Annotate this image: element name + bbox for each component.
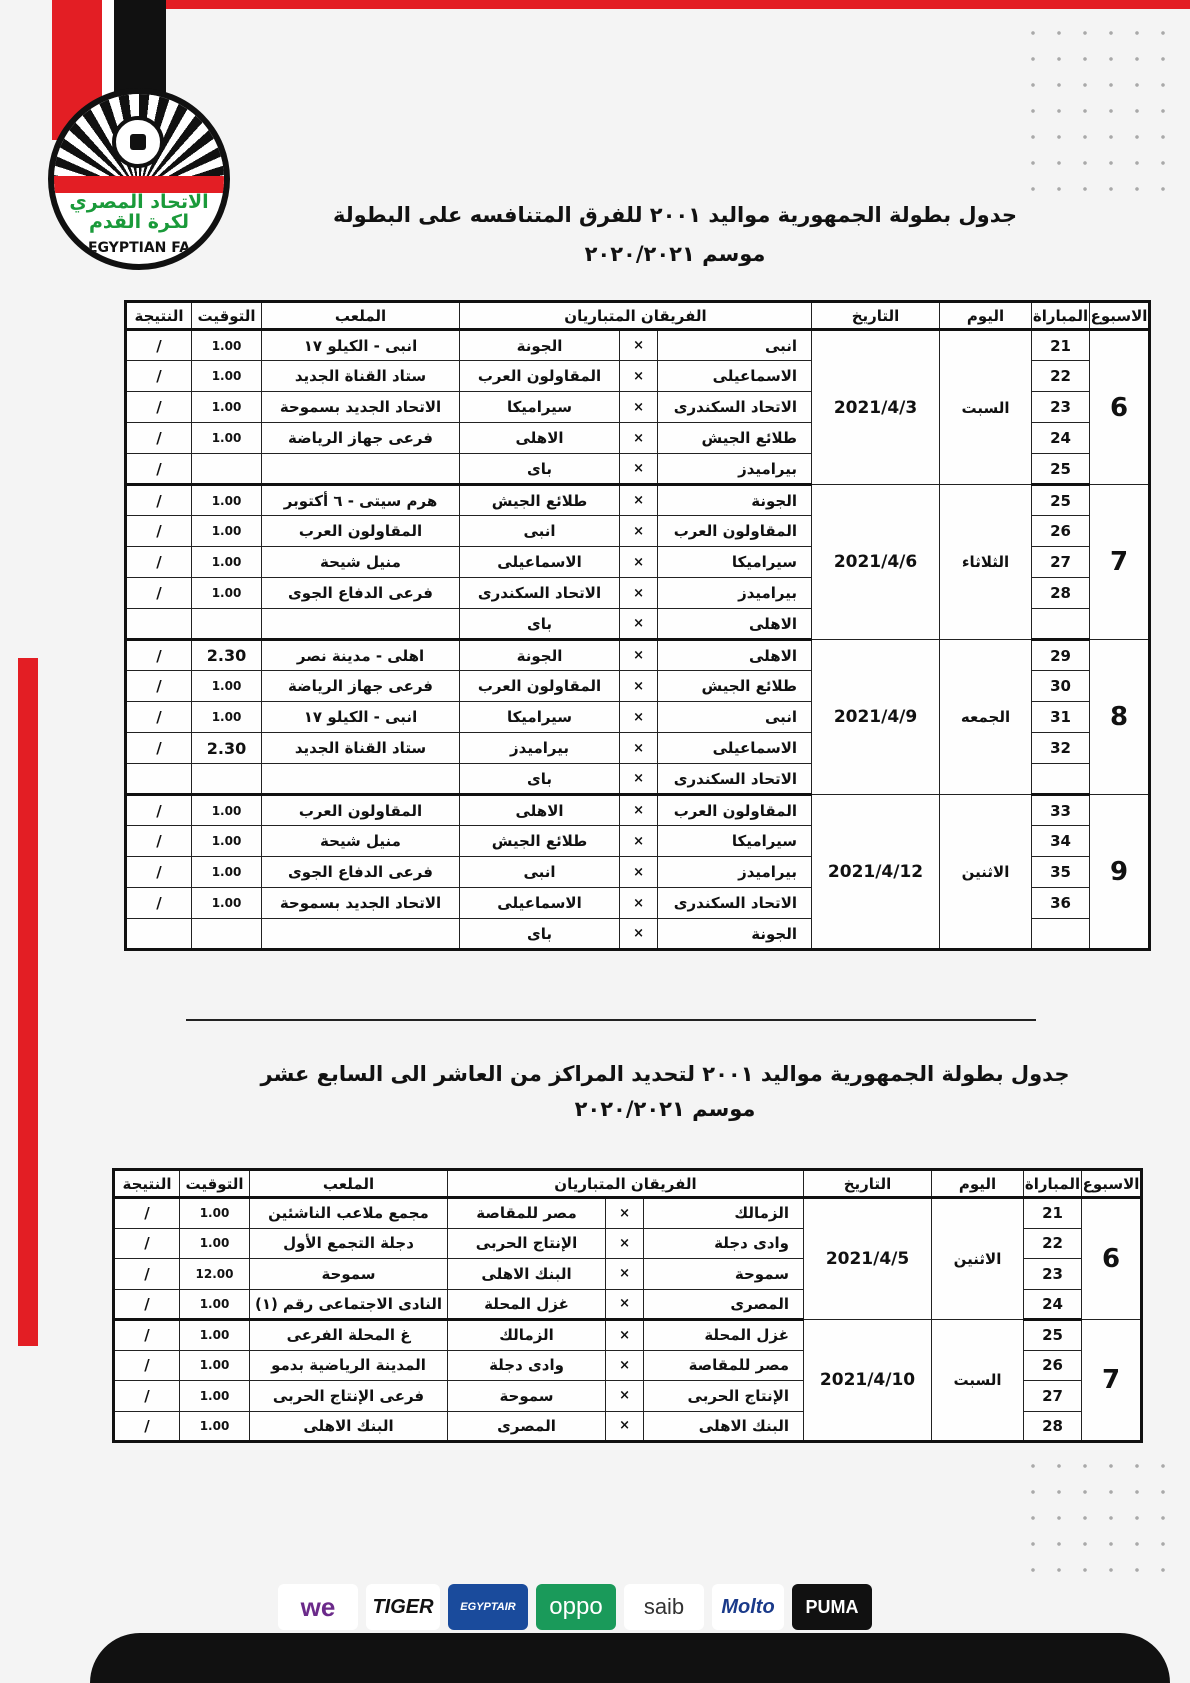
- table-row: [126, 795, 1150, 826]
- week-number: 7: [1082, 1320, 1142, 1442]
- kickoff-time: 1.00: [180, 1289, 250, 1320]
- stadium: فرعى جهاز الرياضة: [262, 671, 460, 702]
- match-date: 2021/4/3: [812, 330, 940, 485]
- match-day: الاثنين: [940, 795, 1032, 950]
- table-row: [114, 1198, 1142, 1229]
- schedule-table-2: [112, 1168, 1143, 1443]
- match-result: /: [126, 702, 192, 733]
- match-result: /: [114, 1289, 180, 1320]
- stadium: [262, 919, 460, 950]
- kickoff-time: 1.00: [192, 671, 262, 702]
- vs-symbol: ×: [606, 1350, 644, 1381]
- match-number: 29: [1032, 640, 1090, 671]
- home-team: الاتحاد السكندرى: [658, 764, 812, 795]
- match-date: 2021/4/6: [812, 485, 940, 640]
- kickoff-time: [192, 764, 262, 795]
- match-result: /: [126, 485, 192, 516]
- away-team: طلائع الجيش: [460, 826, 620, 857]
- section-divider: [186, 1019, 1036, 1021]
- kickoff-time: 1.00: [192, 857, 262, 888]
- header-teams: الفريقان المتباريان: [460, 302, 812, 330]
- vs-symbol: ×: [620, 361, 658, 392]
- kickoff-time: 1.00: [192, 330, 262, 361]
- vs-symbol: ×: [620, 330, 658, 361]
- match-day: الجمعه: [940, 640, 1032, 795]
- stadium: منيل شيحة: [262, 826, 460, 857]
- match-result: [126, 609, 192, 640]
- kickoff-time: 2.30: [192, 640, 262, 671]
- section2-season: موسم ٢٠٢٠/٢٠٢١: [574, 1097, 756, 1121]
- away-team: الاهلى: [460, 423, 620, 454]
- match-number: 36: [1032, 888, 1090, 919]
- table-row: [126, 485, 1150, 516]
- header-teams: الفريقان المتباريان: [448, 1170, 804, 1198]
- stadium: [262, 764, 460, 795]
- stadium: غ المحلة الفرعى: [250, 1320, 448, 1351]
- stadium: سموحة: [250, 1259, 448, 1290]
- header-match: المباراة: [1032, 302, 1090, 330]
- home-team: الاسماعيلى: [658, 361, 812, 392]
- match-result: /: [114, 1259, 180, 1290]
- away-team: مصر للمقاصة: [448, 1198, 606, 1229]
- home-team: الاتحاد السكندرى: [658, 392, 812, 423]
- match-result: /: [126, 392, 192, 423]
- sponsor-oppo-logo: oppo: [536, 1584, 616, 1630]
- vs-symbol: ×: [606, 1411, 644, 1442]
- section1-season: موسم ٢٠٢٠/٢٠٢١: [584, 242, 766, 266]
- match-number: 25: [1032, 454, 1090, 485]
- header-date: التاريخ: [804, 1170, 932, 1198]
- away-team: المصرى: [448, 1411, 606, 1442]
- home-team: الجونة: [658, 485, 812, 516]
- match-date: 2021/4/12: [812, 795, 940, 950]
- header-week: الاسبوع: [1082, 1170, 1142, 1198]
- kickoff-time: 1.00: [180, 1228, 250, 1259]
- match-number: 21: [1032, 330, 1090, 361]
- header-week: الاسبوع: [1090, 302, 1150, 330]
- match-day: السبت: [940, 330, 1032, 485]
- stadium: الاتحاد الجديد بسموحة: [262, 392, 460, 423]
- match-result: /: [126, 547, 192, 578]
- away-team: الاسماعيلى: [460, 547, 620, 578]
- match-number: 26: [1024, 1350, 1082, 1381]
- match-result: /: [114, 1198, 180, 1229]
- home-team: طلائع الجيش: [658, 671, 812, 702]
- home-team: سيراميكا: [658, 826, 812, 857]
- vs-symbol: ×: [620, 392, 658, 423]
- away-team: الزمالك: [448, 1320, 606, 1351]
- header-time: التوقيت: [192, 302, 262, 330]
- vs-symbol: ×: [620, 795, 658, 826]
- kickoff-time: 1.00: [192, 361, 262, 392]
- schedule-table-1: [124, 300, 1151, 951]
- home-team: سيراميكا: [658, 547, 812, 578]
- match-date: 2021/4/9: [812, 640, 940, 795]
- stadium: هرم سيتى - ٦ أكتوبر: [262, 485, 460, 516]
- match-result: /: [126, 671, 192, 702]
- home-team: المصرى: [644, 1289, 804, 1320]
- home-team: بيراميدز: [658, 578, 812, 609]
- home-team: الاسماعيلى: [658, 733, 812, 764]
- sponsor-puma-logo: PUMA: [792, 1584, 872, 1630]
- header-result: النتيجة: [114, 1170, 180, 1198]
- away-team: باى: [460, 454, 620, 485]
- home-team: طلائع الجيش: [658, 423, 812, 454]
- match-result: /: [126, 330, 192, 361]
- match-number: 35: [1032, 857, 1090, 888]
- header-result: النتيجة: [126, 302, 192, 330]
- home-team: مصر للمقاصة: [644, 1350, 804, 1381]
- match-number: [1032, 919, 1090, 950]
- away-team: الجونة: [460, 330, 620, 361]
- table-header-row: [114, 1170, 1142, 1198]
- kickoff-time: 1.00: [192, 485, 262, 516]
- match-number: 22: [1032, 361, 1090, 392]
- stadium: منيل شيحة: [262, 547, 460, 578]
- table-row: [126, 640, 1150, 671]
- match-result: /: [114, 1228, 180, 1259]
- vs-symbol: ×: [620, 733, 658, 764]
- header-day: اليوم: [940, 302, 1032, 330]
- away-team: سيراميكا: [460, 392, 620, 423]
- home-team: وادى دجلة: [644, 1228, 804, 1259]
- match-number: 27: [1032, 547, 1090, 578]
- header-match: المباراة: [1024, 1170, 1082, 1198]
- header-day: اليوم: [932, 1170, 1024, 1198]
- footer-black-band: [90, 1633, 1170, 1683]
- week-number: 6: [1090, 330, 1150, 485]
- stadium: مجمع ملاعب الناشئين: [250, 1198, 448, 1229]
- away-team: الإنتاج الحربى: [448, 1228, 606, 1259]
- match-number: 34: [1032, 826, 1090, 857]
- away-team: انبى: [460, 857, 620, 888]
- kickoff-time: 1.00: [192, 795, 262, 826]
- match-number: [1032, 609, 1090, 640]
- section1-title: جدول بطولة الجمهورية مواليد ٢٠٠١ للفرق المتنافسه على البطولة: [333, 203, 1017, 227]
- away-team: باى: [460, 919, 620, 950]
- week-number: 8: [1090, 640, 1150, 795]
- away-team: باى: [460, 764, 620, 795]
- stadium: المدينة الرياضية بدمو: [250, 1350, 448, 1381]
- vs-symbol: ×: [606, 1259, 644, 1290]
- away-team: الاتحاد السكندرى: [460, 578, 620, 609]
- kickoff-time: 1.00: [192, 888, 262, 919]
- match-number: 28: [1024, 1411, 1082, 1442]
- kickoff-time: 1.00: [192, 423, 262, 454]
- kickoff-time: 1.00: [180, 1381, 250, 1412]
- header-stadium: الملعب: [262, 302, 460, 330]
- logo-english-text: EGYPTIAN FA: [87, 240, 191, 256]
- kickoff-time: [192, 919, 262, 950]
- away-team: باى: [460, 609, 620, 640]
- stadium: ستاد القناة الجديد: [262, 733, 460, 764]
- sponsor-egyptair-logo: EGYPTAIR: [448, 1584, 528, 1630]
- sponsor-molto-logo: Molto: [712, 1584, 784, 1630]
- stadium: فرعى جهاز الرياضة: [262, 423, 460, 454]
- kickoff-time: 1.00: [180, 1350, 250, 1381]
- match-number: 21: [1024, 1198, 1082, 1229]
- stadium: فرعى الدفاع الجوى: [262, 857, 460, 888]
- match-result: /: [126, 516, 192, 547]
- stadium: الاتحاد الجديد بسموحة: [262, 888, 460, 919]
- home-team: الاهلى: [658, 609, 812, 640]
- sponsor-tiger-logo: TIGER: [366, 1584, 440, 1630]
- kickoff-time: 1.00: [192, 392, 262, 423]
- vs-symbol: ×: [620, 640, 658, 671]
- kickoff-time: 1.00: [192, 826, 262, 857]
- match-number: 26: [1032, 516, 1090, 547]
- match-number: 28: [1032, 578, 1090, 609]
- match-number: 24: [1032, 423, 1090, 454]
- match-number: 25: [1024, 1320, 1082, 1351]
- kickoff-time: 1.00: [180, 1198, 250, 1229]
- away-team: بيراميدز: [460, 733, 620, 764]
- home-team: انبى: [658, 330, 812, 361]
- match-number: 33: [1032, 795, 1090, 826]
- vs-symbol: ×: [606, 1198, 644, 1229]
- away-team: المقاولون العرب: [460, 361, 620, 392]
- section2-title: جدول بطولة الجمهورية مواليد ٢٠٠١ لتحديد المراكز من العاشر الى السابع عشر: [260, 1062, 1070, 1086]
- away-team: الاسماعيلى: [460, 888, 620, 919]
- home-team: الجونة: [658, 919, 812, 950]
- match-result: /: [114, 1350, 180, 1381]
- match-number: 25: [1032, 485, 1090, 516]
- table-row: [114, 1320, 1142, 1351]
- match-number: 22: [1024, 1228, 1082, 1259]
- vs-symbol: ×: [606, 1381, 644, 1412]
- match-number: 30: [1032, 671, 1090, 702]
- home-team: انبى: [658, 702, 812, 733]
- match-result: /: [126, 578, 192, 609]
- kickoff-time: 1.00: [192, 702, 262, 733]
- stadium: انبى - الكيلو ١٧: [262, 330, 460, 361]
- stadium: اهلى - مدينة نصر: [262, 640, 460, 671]
- sponsor-logos: [278, 1584, 872, 1630]
- left-red-bar: [18, 658, 38, 1346]
- vs-symbol: ×: [620, 547, 658, 578]
- football-icon: [112, 116, 164, 168]
- kickoff-time: 2.30: [192, 733, 262, 764]
- home-team: بيراميدز: [658, 454, 812, 485]
- away-team: سموحة: [448, 1381, 606, 1412]
- decorative-dots-top: [1020, 20, 1170, 200]
- vs-symbol: ×: [620, 485, 658, 516]
- kickoff-time: 1.00: [180, 1320, 250, 1351]
- match-result: /: [126, 733, 192, 764]
- decorative-dots-bottom: [1020, 1453, 1170, 1583]
- match-number: 31: [1032, 702, 1090, 733]
- match-result: /: [126, 826, 192, 857]
- home-team: المقاولون العرب: [658, 516, 812, 547]
- schedule-body-1: [126, 330, 1150, 950]
- vs-symbol: ×: [620, 764, 658, 795]
- stadium: انبى - الكيلو ١٧: [262, 702, 460, 733]
- kickoff-time: 1.00: [192, 578, 262, 609]
- top-red-stripe: [160, 0, 1190, 9]
- match-result: [126, 764, 192, 795]
- match-number: [1032, 764, 1090, 795]
- vs-symbol: ×: [606, 1228, 644, 1259]
- stadium: دجلة التجمع الأول: [250, 1228, 448, 1259]
- kickoff-time: 12.00: [180, 1259, 250, 1290]
- vs-symbol: ×: [620, 671, 658, 702]
- match-result: /: [114, 1381, 180, 1412]
- stadium: فرعى الدفاع الجوى: [262, 578, 460, 609]
- match-result: /: [126, 888, 192, 919]
- match-number: 32: [1032, 733, 1090, 764]
- header-time: التوقيت: [180, 1170, 250, 1198]
- schedule-body-2: [114, 1198, 1142, 1442]
- sponsor-saib-logo: saib: [624, 1584, 704, 1630]
- home-team: سموحة: [644, 1259, 804, 1290]
- home-team: الإنتاج الحربى: [644, 1381, 804, 1412]
- match-date: 2021/4/5: [804, 1198, 932, 1320]
- match-result: /: [126, 454, 192, 485]
- header-date: التاريخ: [812, 302, 940, 330]
- match-result: /: [126, 640, 192, 671]
- home-team: الزمالك: [644, 1198, 804, 1229]
- away-team: المقاولون العرب: [460, 671, 620, 702]
- away-team: انبى: [460, 516, 620, 547]
- sponsor-we-logo: we: [278, 1584, 358, 1630]
- kickoff-time: [192, 454, 262, 485]
- table-header-row: [126, 302, 1150, 330]
- away-team: البنك الاهلى: [448, 1259, 606, 1290]
- match-number: 24: [1024, 1289, 1082, 1320]
- away-team: غزل المحلة: [448, 1289, 606, 1320]
- match-result: [126, 919, 192, 950]
- kickoff-time: [192, 609, 262, 640]
- vs-symbol: ×: [620, 454, 658, 485]
- stadium: النادى الاجتماعى رقم (١): [250, 1289, 448, 1320]
- home-team: البنك الاهلى: [644, 1411, 804, 1442]
- away-team: الجونة: [460, 640, 620, 671]
- match-number: 23: [1032, 392, 1090, 423]
- match-result: /: [126, 361, 192, 392]
- logo-arabic-line2: لكرة القدم: [88, 211, 190, 233]
- home-team: المقاولون العرب: [658, 795, 812, 826]
- header-stadium: الملعب: [250, 1170, 448, 1198]
- kickoff-time: 1.00: [192, 547, 262, 578]
- table-row: [126, 330, 1150, 361]
- match-result: /: [126, 795, 192, 826]
- vs-symbol: ×: [606, 1289, 644, 1320]
- kickoff-time: 1.00: [192, 516, 262, 547]
- match-result: /: [114, 1320, 180, 1351]
- week-number: 7: [1090, 485, 1150, 640]
- stadium: البنك الاهلى: [250, 1411, 448, 1442]
- away-team: الاهلى: [460, 795, 620, 826]
- match-result: /: [126, 423, 192, 454]
- logo-arabic-line1: الاتحاد المصري: [69, 191, 209, 213]
- match-date: 2021/4/10: [804, 1320, 932, 1442]
- stadium: ستاد القناة الجديد: [262, 361, 460, 392]
- stadium: المقاولون العرب: [262, 795, 460, 826]
- vs-symbol: ×: [620, 702, 658, 733]
- vs-symbol: ×: [620, 857, 658, 888]
- match-result: /: [114, 1411, 180, 1442]
- kickoff-time: 1.00: [180, 1411, 250, 1442]
- match-day: السبت: [932, 1320, 1024, 1442]
- stadium: فرعى الإنتاج الحربى: [250, 1381, 448, 1412]
- away-team: وادى دجلة: [448, 1350, 606, 1381]
- week-number: 6: [1082, 1198, 1142, 1320]
- vs-symbol: ×: [620, 516, 658, 547]
- match-day: الاثنين: [932, 1198, 1024, 1320]
- match-result: /: [126, 857, 192, 888]
- home-team: بيراميدز: [658, 857, 812, 888]
- away-team: طلائع الجيش: [460, 485, 620, 516]
- stadium: [262, 609, 460, 640]
- vs-symbol: ×: [620, 578, 658, 609]
- stadium: المقاولون العرب: [262, 516, 460, 547]
- vs-symbol: ×: [620, 609, 658, 640]
- vs-symbol: ×: [606, 1320, 644, 1351]
- vs-symbol: ×: [620, 423, 658, 454]
- vs-symbol: ×: [620, 919, 658, 950]
- vs-symbol: ×: [620, 888, 658, 919]
- match-number: 27: [1024, 1381, 1082, 1412]
- away-team: سيراميكا: [460, 702, 620, 733]
- home-team: الاهلى: [658, 640, 812, 671]
- stadium: [262, 454, 460, 485]
- match-number: 23: [1024, 1259, 1082, 1290]
- home-team: غزل المحلة: [644, 1320, 804, 1351]
- match-day: الثلاثاء: [940, 485, 1032, 640]
- week-number: 9: [1090, 795, 1150, 950]
- vs-symbol: ×: [620, 826, 658, 857]
- home-team: الاتحاد السكندرى: [658, 888, 812, 919]
